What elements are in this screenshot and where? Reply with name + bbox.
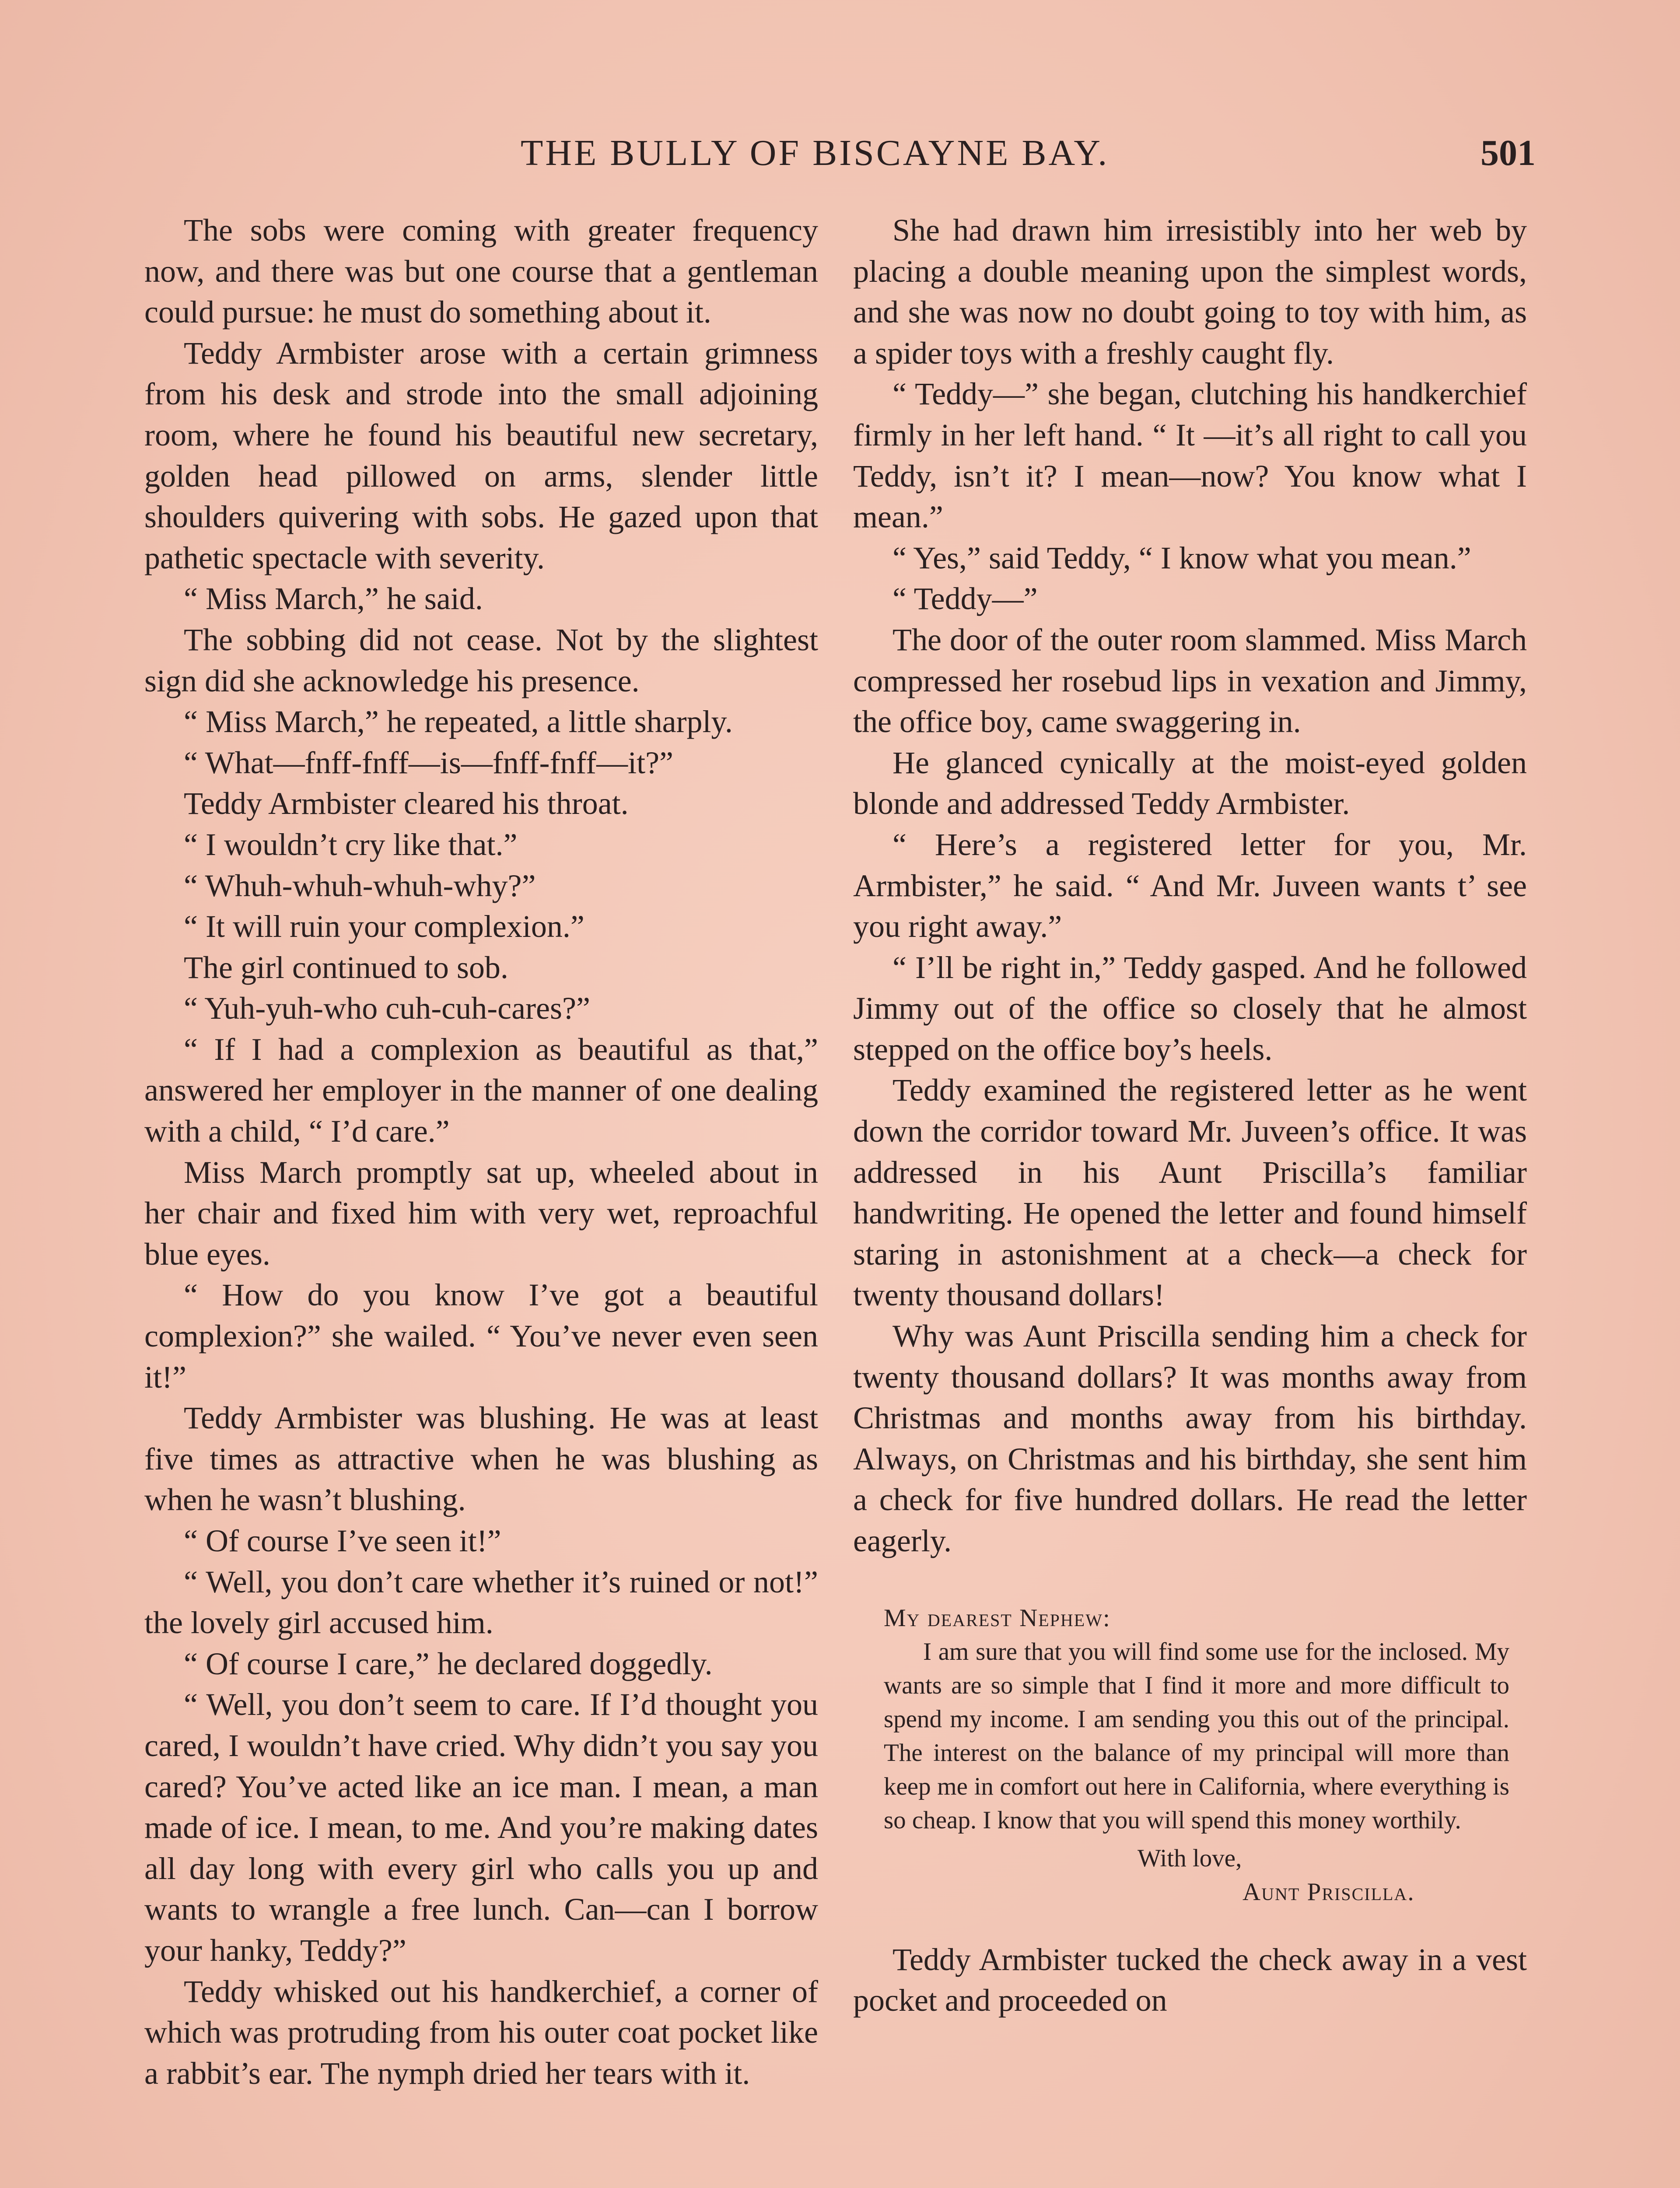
letter-signature: Aunt Priscilla. [1242, 1878, 1415, 1906]
letter-closing: With love, [1138, 1844, 1242, 1872]
paragraph: Teddy whisked out his handkerchief, a corner of which was protruding from his outer coat pocket like a rabbit’s ear. The nymph dried her tears with it. [144, 1974, 818, 2091]
right-column [853, 210, 1527, 2021]
paragraph: “ I wouldn’t cry like that.” [184, 827, 518, 862]
paragraph: “ I’ll be right in,” Teddy gasped. And he followed Jimmy out of the office so closely that he almost stepped on the office boy’s heels. [853, 950, 1527, 1067]
paragraph: Miss March promptly sat up, wheeled about in her chair and fixed him with very wet, reproachful blue eyes. [144, 1154, 818, 1272]
paragraph: The sobs were coming with greater frequency now, and there was but one course that a gentleman could pursue: he must do something about it. [144, 213, 818, 330]
paragraph: She had drawn him irresistibly into her web by placing a double meaning upon the simplest words, and she was now no doubt going to toy with him, as a spider toys with a freshly caught fly. [853, 213, 1527, 371]
paragraph: “ Well, you don’t seem to care. If I’d thought you cared, I wouldn’t have cried. Why didn’t you say you cared? You’ve acted like an ice man. I mean, a man made of ice. I mean, to me. And you’re making dates all day long with every girl who calls you up and wants to wrangle a free lunch. Can—can I borrow your hanky, Teddy?” [144, 1687, 818, 1968]
paragraph: “ Of course I care,” he declared doggedly. [184, 1646, 713, 1681]
letter-body: I am sure that you will find some use for the inclosed. My wants are so simple that I find it more and more difficult to spend my income. I am sending you this out of the principal. The interest on the balance of my principal will more than keep me in comfort out here in California, where everything is so cheap. I know that you will spend this money worthily. [884, 1637, 1509, 1834]
paragraph: Teddy Armbister cleared his throat. [184, 786, 629, 821]
page-header [144, 127, 1536, 179]
paragraph: Teddy Armbister was blushing. He was at least five times as attractive when he was blushing as when he wasn’t blushing. [144, 1400, 818, 1518]
paragraph: “ Well, you don’t care whether it’s ruined or not!” the lovely girl accused him. [144, 1564, 818, 1641]
letter-salutation: My dearest Nephew: [884, 1604, 1111, 1632]
paragraph: “ Here’s a registered letter for you, Mr. Armbister,” he said. “ And Mr. Juveen wants t’ see you right away.” [853, 827, 1527, 944]
aunt-letter [884, 1601, 1509, 1909]
page-number: 501 [1480, 133, 1536, 173]
paragraph: He glanced cynically at the moist-eyed golden blonde and addressed Teddy Armbister. [853, 745, 1527, 821]
paragraph: The girl continued to sob. [184, 950, 508, 985]
left-column [144, 210, 818, 2094]
paragraph: “ It will ruin your complexion.” [184, 909, 584, 944]
paragraph: Teddy Armbister tucked the check away in a vest pocket and proceeded on [853, 1942, 1527, 2018]
paragraph: “ Yes,” said Teddy, “ I know what you mean.” [892, 540, 1471, 575]
running-title: THE BULLY OF BISCAYNE BAY. [521, 133, 1110, 173]
paragraph: “ Teddy—” [892, 581, 1038, 617]
paragraph: “ What—fnff-fnff—is—fnff-fnff—it?” [184, 745, 673, 780]
paragraph: “ Of course I’ve seen it!” [184, 1523, 501, 1558]
paragraph: The door of the outer room slammed. Miss March compressed her rosebud lips in vexation and Jimmy, the office boy, came swaggering in. [853, 622, 1527, 740]
paragraph: “ Miss March,” he said. [184, 581, 483, 617]
paragraph: “ Whuh-whuh-whuh-why?” [184, 868, 536, 903]
paragraph: “ Yuh-yuh-who cuh-cuh-cares?” [184, 991, 590, 1026]
paragraph: Teddy examined the registered letter as he went down the corridor toward Mr. Juveen’s office. It was addressed in his Aunt Priscilla’s familiar handwriting. He opened the letter and found himself staring in astonishment at a check—a check for twenty thousand dollars! [853, 1073, 1527, 1313]
paragraph: Why was Aunt Priscilla sending him a check for twenty thousand dollars? It was months away from Christmas and months away from his birthday. Always, on Christmas and his birthday, she sent him a check for five hundred dollars. He read the letter eagerly. [853, 1318, 1527, 1558]
paragraph: “ Miss March,” he repeated, a little sharply. [184, 704, 733, 740]
paragraph: “ How do you know I’ve got a beautiful complexion?” she wailed. “ You’ve never even seen it!” [144, 1277, 818, 1395]
paragraph: “ If I had a complexion as beautiful as that,” answered her employer in the manner of one dealing with a child, “ I’d care.” [144, 1031, 818, 1149]
paragraph: The sobbing did not cease. Not by the slightest sign did she acknowledge his presence. [144, 622, 818, 698]
paragraph: Teddy Armbister arose with a certain grimness from his desk and strode into the small adjoining room, where he found his beautiful new secretary, golden head pillowed on arms, slender little shoulders quivering with sobs. He gazed upon that pathetic spectacle with severity. [144, 335, 818, 575]
paragraph: “ Teddy—” she began, clutching his handkerchief firmly in her left hand. “ It —it’s all right to call you Teddy, isn’t it? I mean—now? You know what I mean.” [853, 376, 1527, 535]
